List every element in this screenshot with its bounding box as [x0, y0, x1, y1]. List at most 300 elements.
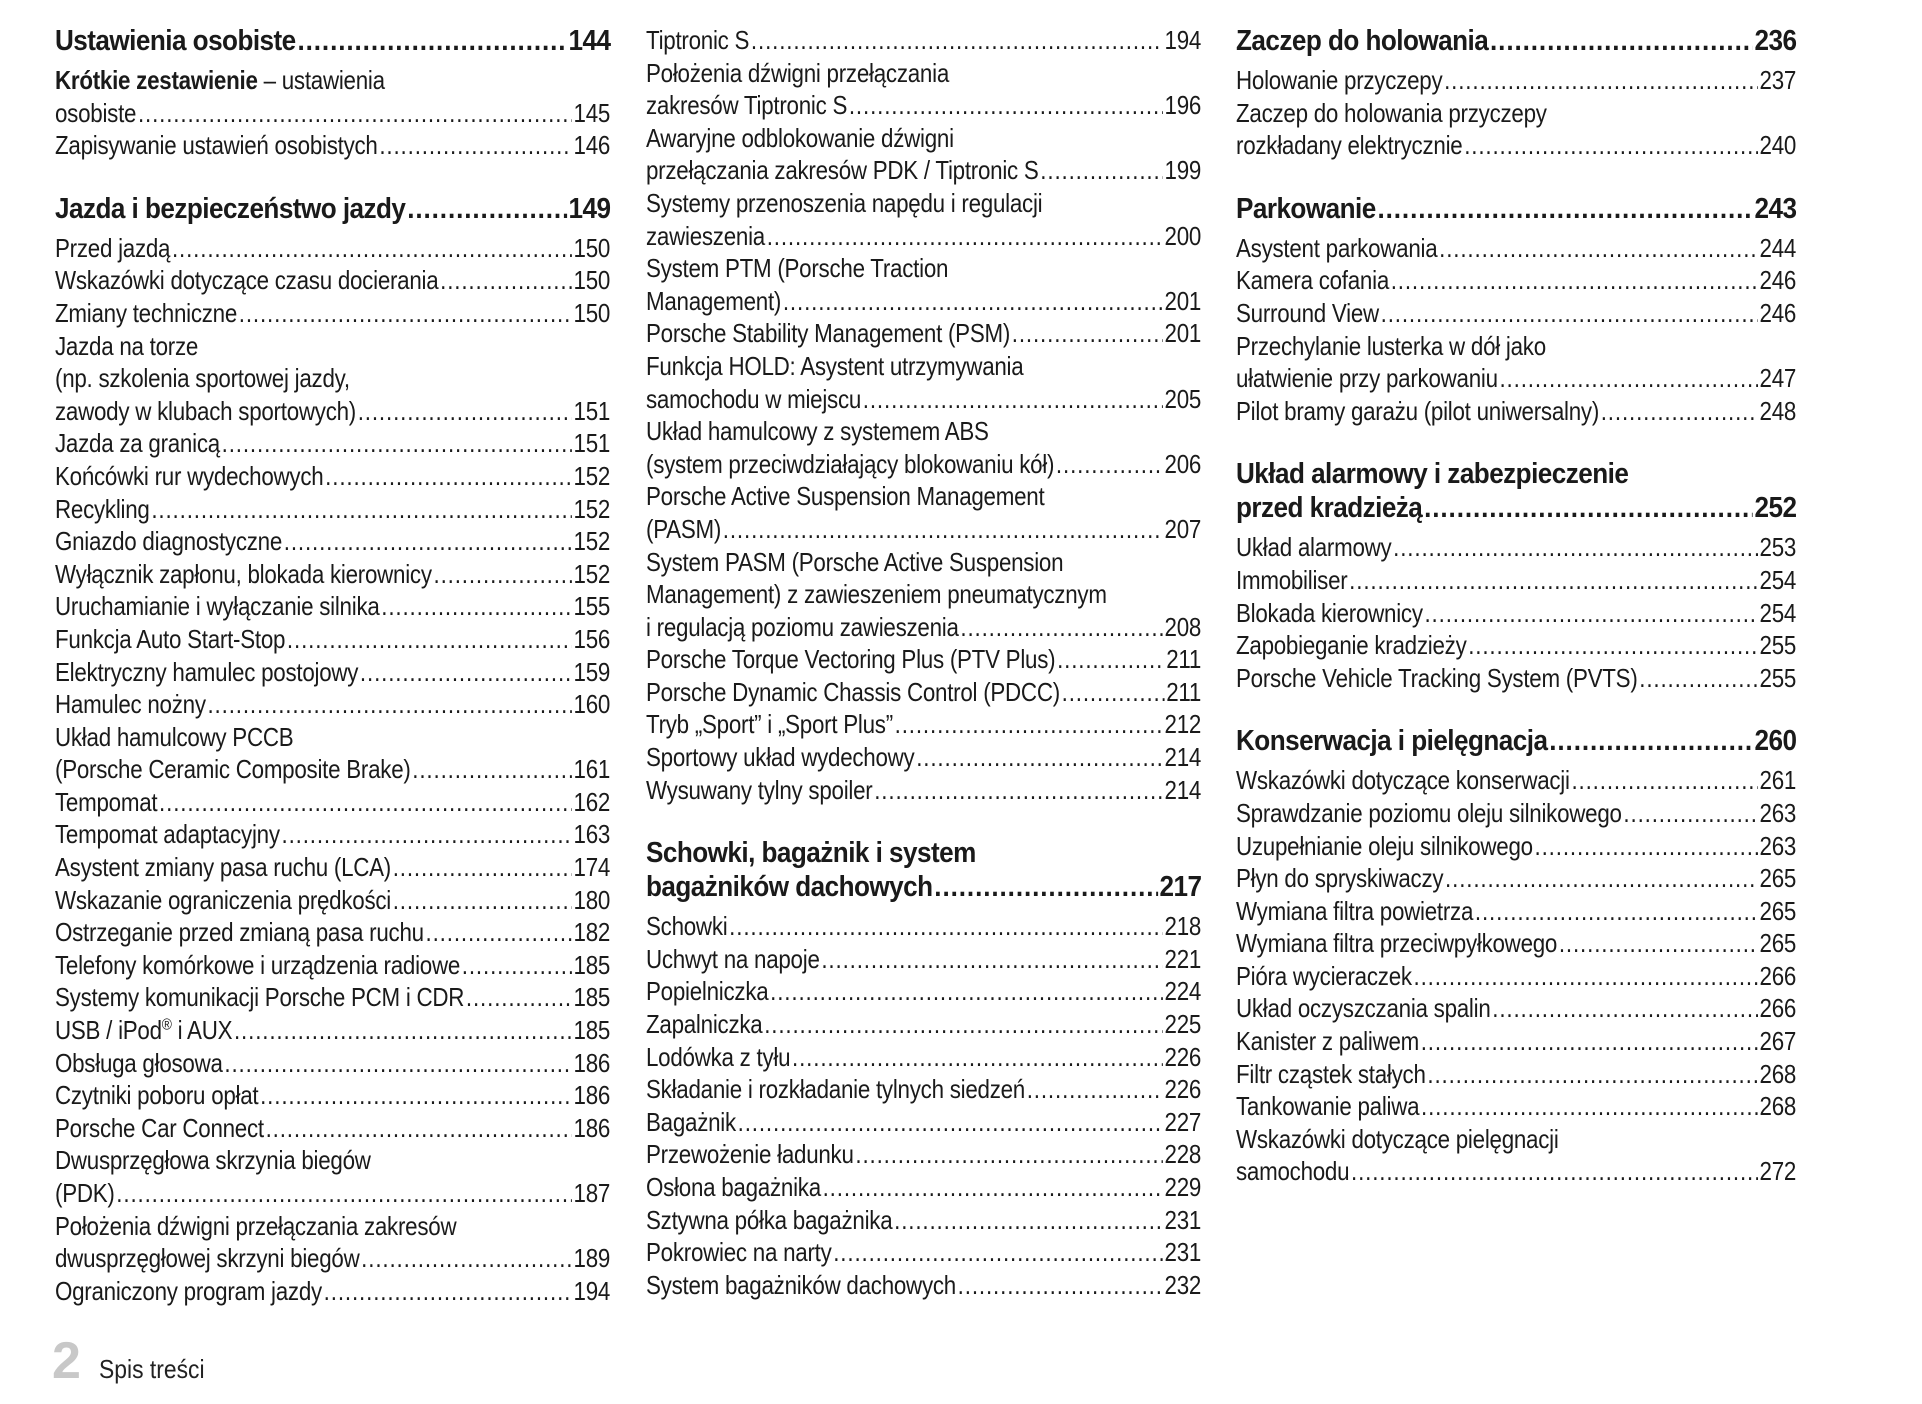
- toc-entry-line: [1236, 395, 1796, 428]
- dot-leader: [1445, 862, 1758, 895]
- toc-page-number: 152: [573, 526, 611, 557]
- toc-entry-line: [646, 1106, 1201, 1139]
- toc-page-number: 150: [573, 297, 611, 328]
- toc-entry-samochodu-w-miejscu[interactable]: [646, 350, 1201, 415]
- dot-leader: [1535, 830, 1758, 863]
- dot-leader: [764, 1008, 1163, 1041]
- toc-entry-porsche-stability-management-psm[interactable]: [646, 317, 1201, 350]
- section-heading-text: bagażników dachowych: [646, 871, 933, 904]
- section-page-number: 144: [568, 25, 611, 57]
- dot-leader: [1549, 724, 1752, 758]
- section-heading-line: [1236, 192, 1796, 226]
- dot-leader: [1601, 395, 1758, 428]
- toc-entry-funkcja-auto-start-stop[interactable]: [55, 623, 610, 656]
- toc-entry-text: Gniazdo diagnostyczne: [55, 526, 283, 557]
- toc-entry-pilot-bramy-garazu-pilot-uniwersalny[interactable]: [1236, 395, 1796, 428]
- dot-leader: [863, 383, 1163, 416]
- toc-entry-jazda-za-granica[interactable]: [55, 427, 610, 460]
- toc-entry-zawieszenia[interactable]: [646, 187, 1201, 252]
- toc-entry-line: [55, 97, 610, 130]
- toc-entry-line: [646, 943, 1201, 976]
- toc-entry-line: [55, 1079, 610, 1112]
- toc-entry-asystent-zmiany-pasa-ruchu-lca[interactable]: [55, 851, 610, 884]
- toc-page-number: 145: [573, 97, 611, 128]
- toc-entry-text: Tempomat adaptacyjny: [55, 819, 280, 850]
- toc-entry-line: [646, 89, 1201, 122]
- toc-entry-line: [1236, 362, 1796, 395]
- toc-entry-line: [646, 1269, 1201, 1302]
- toc-entry-uchwyt-na-napoje[interactable]: [646, 943, 1201, 976]
- toc-entry-wskazanie-ograniczenia-predkosci[interactable]: [55, 884, 610, 917]
- toc-entry-text: Bagażnik: [646, 1106, 736, 1137]
- toc-entry-text: Blokada kierownicy: [1236, 597, 1423, 628]
- page-footer-title: Spis treści: [98, 1354, 205, 1384]
- dot-leader: [138, 97, 572, 130]
- toc-entry-text: Schowki: [646, 911, 728, 942]
- toc-entry-line: [1236, 830, 1796, 863]
- dot-leader: [393, 851, 572, 884]
- toc-entry-line: [55, 264, 610, 297]
- toc-entry-usb-ipod-i-aux[interactable]: [55, 1014, 610, 1047]
- toc-entry-text: Elektryczny hamulec postojowy: [55, 656, 359, 687]
- toc-entry-gniazdo-diagnostyczne[interactable]: [55, 525, 610, 558]
- toc-entry-line: [55, 395, 610, 428]
- toc-entry-przelaczania-zakresow-pdk-tiptronic-s[interactable]: [646, 122, 1201, 187]
- dot-leader: [1499, 362, 1757, 395]
- toc-entry-text: Zapisywanie ustawień osobistych: [55, 130, 378, 161]
- dot-leader: [916, 741, 1163, 774]
- toc-entry-text: Przechylanie lusterka w dół jako: [1236, 330, 1546, 361]
- toc-entry-sportowy-uklad-wydechowy[interactable]: [646, 741, 1201, 774]
- toc-entry-bagaznik[interactable]: [646, 1106, 1201, 1139]
- toc-entry-samochodu[interactable]: [1236, 1123, 1796, 1188]
- section-page-number: 260: [1754, 725, 1797, 758]
- dot-leader: [1490, 24, 1753, 58]
- toc-entry-line: [1236, 895, 1796, 928]
- toc-entry-skladanie-i-rozkladanie-tylnych-siedzen[interactable]: [646, 1073, 1201, 1106]
- section-heading-line: [55, 24, 610, 58]
- toc-entry-porsche-torque-vectoring-plus-ptv-plus[interactable]: [646, 643, 1201, 676]
- toc-entry-tiptronic-s[interactable]: [646, 24, 1201, 57]
- toc-entry-line: [646, 317, 1201, 350]
- dot-leader: [358, 395, 572, 428]
- toc-page-number: 268: [1759, 1091, 1797, 1122]
- toc-entry-line: [55, 1177, 610, 1210]
- toc-entry-sprawdzanie-poziomu-oleju-silnikowego[interactable]: [1236, 797, 1796, 830]
- toc-page-number: 253: [1759, 532, 1797, 563]
- toc-entry-zakresow-tiptronic-s[interactable]: [646, 57, 1201, 122]
- toc-entry-text: Tryb „Sport” i „Sport Plus”: [646, 709, 893, 740]
- toc-page-number: 186: [573, 1047, 611, 1078]
- toc-entry-text: zawody w klubach sportowych): [55, 395, 356, 426]
- toc-entry-porsche-car-connect[interactable]: [55, 1112, 610, 1145]
- toc-entry-tempomat[interactable]: [55, 786, 610, 819]
- toc-page-number: 221: [1164, 943, 1202, 974]
- toc-entry-kanister-z-paliwem[interactable]: [1236, 1025, 1796, 1058]
- toc-page-number: 185: [573, 982, 611, 1013]
- toc-entry-text: Zmiany techniczne: [55, 297, 238, 328]
- toc-page-number: 232: [1164, 1269, 1202, 1300]
- toc-entry-line: [646, 676, 1201, 709]
- dot-leader: [1468, 629, 1758, 662]
- toc-entry-text: System PTM (Porsche Traction: [646, 253, 949, 284]
- dot-leader: [1421, 1025, 1758, 1058]
- toc-entry-hamulec-nozny[interactable]: [55, 688, 610, 721]
- toc-page-number: 194: [573, 1275, 611, 1306]
- toc-page-number: 151: [573, 395, 611, 426]
- section-heading-text: Schowki, bagażnik i system: [646, 837, 976, 870]
- toc-page-number: 247: [1759, 363, 1797, 394]
- toc-entry-text: Uruchamianie i wyłączanie silnika: [55, 591, 380, 622]
- toc-entry-uruchamianie-i-wylaczanie-silnika[interactable]: [55, 590, 610, 623]
- toc-page-number: 205: [1164, 383, 1202, 414]
- dot-leader: [324, 1275, 572, 1308]
- page-footer: [52, 1332, 219, 1390]
- toc-entry-rozkladany-elektrycznie[interactable]: [1236, 97, 1796, 162]
- toc-page-number: 151: [573, 428, 611, 459]
- toc-page-number: 150: [573, 265, 611, 296]
- toc-entry-line: [55, 590, 610, 623]
- toc-entry-text: Przed jazdą: [55, 232, 171, 263]
- toc-page-number: 229: [1164, 1172, 1202, 1202]
- dot-leader: [783, 285, 1163, 318]
- dot-leader: [849, 89, 1163, 122]
- toc-entry-line: [646, 1236, 1201, 1269]
- toc-entry-uklad-alarmowy[interactable]: [1236, 531, 1796, 564]
- dot-leader: [1421, 1090, 1758, 1123]
- toc-page-number: 185: [573, 949, 611, 980]
- dot-leader: [1414, 960, 1758, 993]
- toc-entry-line: [55, 1112, 610, 1145]
- toc-entry-pokrowiec-na-narty[interactable]: [646, 1236, 1201, 1269]
- toc-entry-recykling[interactable]: [55, 493, 610, 526]
- toc-page-number: 254: [1759, 597, 1797, 628]
- toc-entry-blokada-kierownicy[interactable]: [1236, 597, 1796, 630]
- toc-entry-surround-view[interactable]: [1236, 297, 1796, 330]
- toc-entry-line: [1236, 1155, 1796, 1188]
- toc-entry-text: (PDK): [55, 1178, 115, 1208]
- toc-entry-zmiany-techniczne[interactable]: [55, 297, 610, 330]
- toc-entry-tryb-sport-i-sport-plus[interactable]: [646, 708, 1201, 741]
- dot-leader: [894, 1204, 1163, 1237]
- toc-entry-pasm[interactable]: [646, 480, 1201, 545]
- toc-page-number: 231: [1164, 1204, 1202, 1235]
- toc-entry-porsche-vehicle-tracking-system-pvts[interactable]: [1236, 662, 1796, 695]
- toc-entry-text: Tempomat: [55, 786, 158, 817]
- toc-entry-osobiste[interactable]: [55, 64, 610, 129]
- toc-entry-text: Awaryjne odblokowanie dźwigni: [646, 122, 954, 153]
- toc-entry-line: [1236, 992, 1796, 1025]
- toc-entry-text: (PASM): [646, 513, 722, 544]
- toc-entry-text: Zapobieganie kradzieży: [1236, 630, 1467, 661]
- dot-leader: [821, 943, 1162, 976]
- toc-entry-dwusprzeglowej-skrzyni-biegow[interactable]: [55, 1210, 610, 1275]
- toc-entry-text: Składanie i rozkładanie tylnych siedzeń: [646, 1074, 1025, 1105]
- toc-entry-line: [646, 154, 1201, 187]
- dot-leader: [934, 870, 1157, 904]
- toc-page-number: 263: [1759, 830, 1797, 861]
- dot-leader: [1444, 64, 1758, 97]
- toc-entry-text: rozkładany elektrycznie: [1236, 130, 1463, 161]
- toc-entry-line: [55, 493, 610, 526]
- toc-page-number: 265: [1759, 895, 1797, 926]
- dot-leader: [1393, 531, 1758, 564]
- toc-entry-ograniczony-program-jazdy[interactable]: [55, 1275, 610, 1308]
- toc-entry-text: Recykling: [55, 493, 150, 524]
- toc-page-number: 146: [573, 130, 611, 161]
- dot-leader: [407, 192, 567, 226]
- toc-entry-line: [1236, 531, 1796, 564]
- toc-entry-wysuwany-tylny-spoiler[interactable]: [646, 774, 1201, 807]
- toc-entry-wskazowki-dotyczace-konserwacji[interactable]: [1236, 764, 1796, 797]
- dot-leader: [1062, 676, 1165, 709]
- section-heading-line: [646, 870, 1201, 904]
- toc-entry-line: [55, 981, 610, 1014]
- toc-entry-text: Sztywna półka bagażnika: [646, 1204, 893, 1235]
- toc-entry-wylacznik-zaplonu-blokada-kierownicy[interactable]: [55, 558, 610, 591]
- toc-entry-line: [646, 708, 1201, 741]
- dot-leader: [116, 1177, 572, 1210]
- toc-page-number: 214: [1164, 774, 1202, 805]
- dot-leader: [222, 427, 572, 460]
- toc-entry-system-przeciwdzialajacy-blokowaniu-kol[interactable]: [646, 415, 1201, 480]
- toc-entry-text: dwusprzęgłowej skrzyni biegów: [55, 1243, 360, 1274]
- dot-leader: [297, 24, 566, 58]
- toc-entry-systemy-komunikacji-porsche-pcm-i-cdr[interactable]: [55, 981, 610, 1014]
- dot-leader: [823, 1171, 1163, 1204]
- section-heading[interactable]: [1236, 724, 1796, 758]
- dot-leader: [1439, 232, 1758, 265]
- toc-entry-tankowanie-paliwa[interactable]: [1236, 1090, 1796, 1123]
- toc-page-number: 207: [1164, 513, 1202, 544]
- toc-page-number: 265: [1759, 863, 1797, 894]
- toc-entry-text: Kanister z paliwem: [1236, 1026, 1420, 1057]
- toc-entry-text: Wysuwany tylny spoiler: [646, 774, 873, 805]
- toc-entry-holowanie-przyczepy[interactable]: [1236, 64, 1796, 97]
- toc-entry-line: [55, 427, 610, 460]
- toc-entry-obsluga-glosowa[interactable]: [55, 1047, 610, 1080]
- toc-entry-lodowka-z-tylu[interactable]: [646, 1041, 1201, 1074]
- section-heading[interactable]: [1236, 24, 1796, 58]
- toc-entry-line: [55, 129, 610, 162]
- toc-entry-text: osobiste: [55, 97, 137, 128]
- toc-entry-piora-wycieraczek[interactable]: [1236, 960, 1796, 993]
- section-heading[interactable]: [1236, 192, 1796, 226]
- toc-entry-line: [646, 643, 1201, 676]
- toc-page-number: 255: [1759, 662, 1797, 693]
- dot-leader: [426, 916, 572, 949]
- section-heading[interactable]: [55, 192, 610, 226]
- toc-entry-text: Wymiana filtra przeciwpyłkowego: [1236, 928, 1558, 959]
- toc-entry-text: Położenia dźwigni przełączania zakresów: [55, 1210, 457, 1241]
- toc-entry-text: Hamulec nożny: [55, 689, 206, 720]
- section-heading-text: Ustawienia osobiste: [55, 25, 296, 57]
- toc-page-number: 261: [1759, 765, 1797, 796]
- toc-entry-zawody-w-klubach-sportowych[interactable]: [55, 330, 610, 428]
- dot-leader: [433, 558, 571, 591]
- toc-entry-wymiana-filtra-przeciwpylkowego[interactable]: [1236, 927, 1796, 960]
- toc-entry-text: System PASM (Porsche Active Suspension: [646, 546, 1064, 577]
- toc-entry-text: Zapalniczka: [646, 1009, 763, 1040]
- dot-leader: [151, 493, 571, 526]
- toc-page-number: 231: [1164, 1237, 1202, 1268]
- toc-entry-i-regulacja-poziomu-zawieszenia[interactable]: [646, 546, 1201, 644]
- toc-entry-line: [55, 949, 610, 982]
- toc-entry-management[interactable]: [646, 252, 1201, 317]
- toc-entry-text: Management) z zawieszeniem pneumatycznym: [646, 579, 1107, 610]
- toc-page-number: 244: [1759, 232, 1797, 263]
- toc-page-number: 214: [1164, 742, 1202, 773]
- toc-entry-zapalniczka[interactable]: [646, 1008, 1201, 1041]
- toc-page-number: 226: [1164, 1074, 1202, 1105]
- toc-page-number: 174: [573, 852, 611, 883]
- toc-entry-line: [1236, 297, 1796, 330]
- toc-entry-telefony-komorkowe-i-urzadzenia-radiowe[interactable]: [55, 949, 610, 982]
- toc-entry-przed-jazda[interactable]: [55, 232, 610, 265]
- toc-entry-line: [646, 975, 1201, 1008]
- toc-page-number: 201: [1164, 285, 1202, 316]
- toc-page-number: 268: [1759, 1058, 1797, 1089]
- toc-entry-line: [55, 232, 610, 265]
- toc-entry-text: Sportowy układ wydechowy: [646, 742, 915, 773]
- dot-leader: [1623, 797, 1757, 830]
- toc-page-number: 248: [1759, 395, 1797, 426]
- dot-leader: [466, 981, 572, 1014]
- toc-entry-system-bagaznikow-dachowych[interactable]: [646, 1269, 1201, 1302]
- toc-entry-text: USB / iPod® i AUX: [55, 1015, 233, 1046]
- section-page-number: 236: [1754, 25, 1797, 57]
- toc-entry-line: [646, 383, 1201, 416]
- toc-page-number: 196: [1164, 90, 1202, 121]
- toc-entry-tempomat-adaptacyjny[interactable]: [55, 818, 610, 851]
- toc-entry-line: [1236, 264, 1796, 297]
- toc-entry-text: Wyłącznik zapłonu, blokada kierownicy: [55, 558, 432, 589]
- toc-entry-text: Jazda za granicą: [55, 428, 220, 459]
- section-heading[interactable]: [646, 836, 1201, 904]
- toc-entry-immobiliser[interactable]: [1236, 564, 1796, 597]
- toc-entry-line: [1236, 1025, 1796, 1058]
- toc-entry-sztywna-polka-bagaznika[interactable]: [646, 1204, 1201, 1237]
- toc-page-number: 263: [1759, 797, 1797, 828]
- toc-entry-oslona-bagaznika[interactable]: [646, 1171, 1201, 1204]
- toc-entry-porsche-dynamic-chassis-control-pdcc[interactable]: [646, 676, 1201, 709]
- toc-page-number: 266: [1759, 993, 1797, 1024]
- toc-entry-line: [55, 818, 610, 851]
- toc-entry-filtr-czastek-stalych[interactable]: [1236, 1058, 1796, 1091]
- toc-entry-uklad-oczyszczania-spalin[interactable]: [1236, 992, 1796, 1025]
- toc-page-number: 212: [1164, 709, 1202, 740]
- toc-entry-line: [1236, 927, 1796, 960]
- toc-entry-line: [646, 1171, 1201, 1204]
- toc-page-number: 180: [573, 884, 611, 915]
- dot-leader: [1424, 597, 1757, 630]
- dot-leader: [260, 1079, 572, 1112]
- toc-entry-text: Wymiana filtra powietrza: [1236, 895, 1474, 926]
- toc-entry-zapisywanie-ustawien-osobistych[interactable]: [55, 129, 610, 162]
- toc-entry-asystent-parkowania[interactable]: [1236, 232, 1796, 265]
- toc-entry-uzupelnianie-oleju-silnikowego[interactable]: [1236, 830, 1796, 863]
- dot-leader: [1381, 297, 1758, 330]
- toc-entry-wymiana-filtra-powietrza[interactable]: [1236, 895, 1796, 928]
- toc-entry-pdk[interactable]: [55, 1144, 610, 1209]
- toc-entry-ostrzeganie-przed-zmiana-pasa-ruchu[interactable]: [55, 916, 610, 949]
- dot-leader: [770, 975, 1163, 1008]
- toc-entry-text: Porsche Torque Vectoring Plus (PTV Plus): [646, 644, 1056, 675]
- toc-entry-text: przełączania zakresów PDK / Tiptronic S: [646, 155, 1039, 186]
- toc-entry-line: [55, 297, 610, 330]
- toc-entry-koncowki-rur-wydechowych[interactable]: [55, 460, 610, 493]
- toc-entry-line: [1236, 597, 1796, 630]
- dot-leader: [895, 708, 1163, 741]
- toc-entry-elektryczny-hamulec-postojowy[interactable]: [55, 656, 610, 689]
- dot-leader: [440, 264, 572, 297]
- dot-leader: [1571, 764, 1757, 797]
- toc-entry-text: samochodu: [1236, 1156, 1350, 1187]
- toc-entry-text: Management): [646, 285, 782, 316]
- toc-entry-text: Filtr cząstek stałych: [1236, 1058, 1426, 1089]
- toc-entry-zapobieganie-kradziezy[interactable]: [1236, 629, 1796, 662]
- dot-leader: [462, 949, 572, 982]
- toc-entry-text: Funkcja Auto Start-Stop: [55, 623, 286, 654]
- toc-entry-text: Telefony komórkowe i urządzenia radiowe: [55, 949, 461, 980]
- toc-section: [646, 24, 1201, 806]
- toc-entry-plyn-do-spryskiwaczy[interactable]: [1236, 862, 1796, 895]
- toc-page-number: 200: [1164, 220, 1202, 251]
- toc-page-number: 194: [1164, 25, 1202, 55]
- dot-leader: [1492, 992, 1758, 1025]
- dot-leader: [958, 1269, 1163, 1302]
- toc-entry-lead: Krótkie zestawienie: [55, 65, 258, 95]
- toc-entry-line: [55, 688, 610, 721]
- toc-page-number: 208: [1164, 611, 1202, 642]
- toc-page-number: 211: [1166, 676, 1202, 707]
- toc-entry-text: samochodu w miejscu: [646, 383, 862, 414]
- toc-entry-line: [55, 916, 610, 949]
- dot-leader: [767, 220, 1163, 253]
- toc-entry-text: Asystent zmiany pasa ruchu (LCA): [55, 852, 391, 883]
- toc-page-number: 161: [573, 754, 611, 785]
- toc-column-1: [55, 24, 610, 1337]
- section-heading[interactable]: [1236, 457, 1796, 525]
- toc-entry-porsche-ceramic-composite-brake[interactable]: [55, 721, 610, 786]
- toc-page-number: 240: [1759, 130, 1797, 161]
- section-heading-line: [1236, 724, 1796, 758]
- section-heading[interactable]: [55, 24, 610, 58]
- toc-entry-line: [646, 1204, 1201, 1237]
- toc-entry-line: [55, 1242, 610, 1275]
- toc-page-number: 246: [1759, 265, 1797, 296]
- toc-entry-text: Porsche Vehicle Tracking System (PVTS): [1236, 662, 1638, 693]
- toc-entry-czytniki-poboru-oplat[interactable]: [55, 1079, 610, 1112]
- toc-entry-text: Układ alarmowy: [1236, 532, 1392, 563]
- toc-entry-schowki[interactable]: [646, 910, 1201, 943]
- section-heading-text: przed kradzieżą: [1236, 492, 1423, 525]
- toc-entry-wskazowki-dotyczace-czasu-docierania[interactable]: [55, 264, 610, 297]
- toc-entry-text: Popielniczka: [646, 976, 769, 1007]
- toc-column-3: [1236, 24, 1796, 1218]
- toc-entry-text: Jazda na torze: [55, 330, 199, 361]
- toc-entry-przewozenie-ladunku[interactable]: [646, 1138, 1201, 1171]
- toc-entry-popielniczka[interactable]: [646, 975, 1201, 1008]
- toc-entry-line: [55, 525, 610, 558]
- toc-entry-text: zawieszenia: [646, 220, 765, 251]
- dot-leader: [833, 1236, 1163, 1269]
- toc-entry-kamera-cofania[interactable]: [1236, 264, 1796, 297]
- section-heading-line: [55, 192, 610, 226]
- toc-column-2: [646, 24, 1201, 1331]
- toc-page-number: 265: [1759, 928, 1797, 959]
- toc-entry-ulatwienie-przy-parkowaniu[interactable]: [1236, 330, 1796, 395]
